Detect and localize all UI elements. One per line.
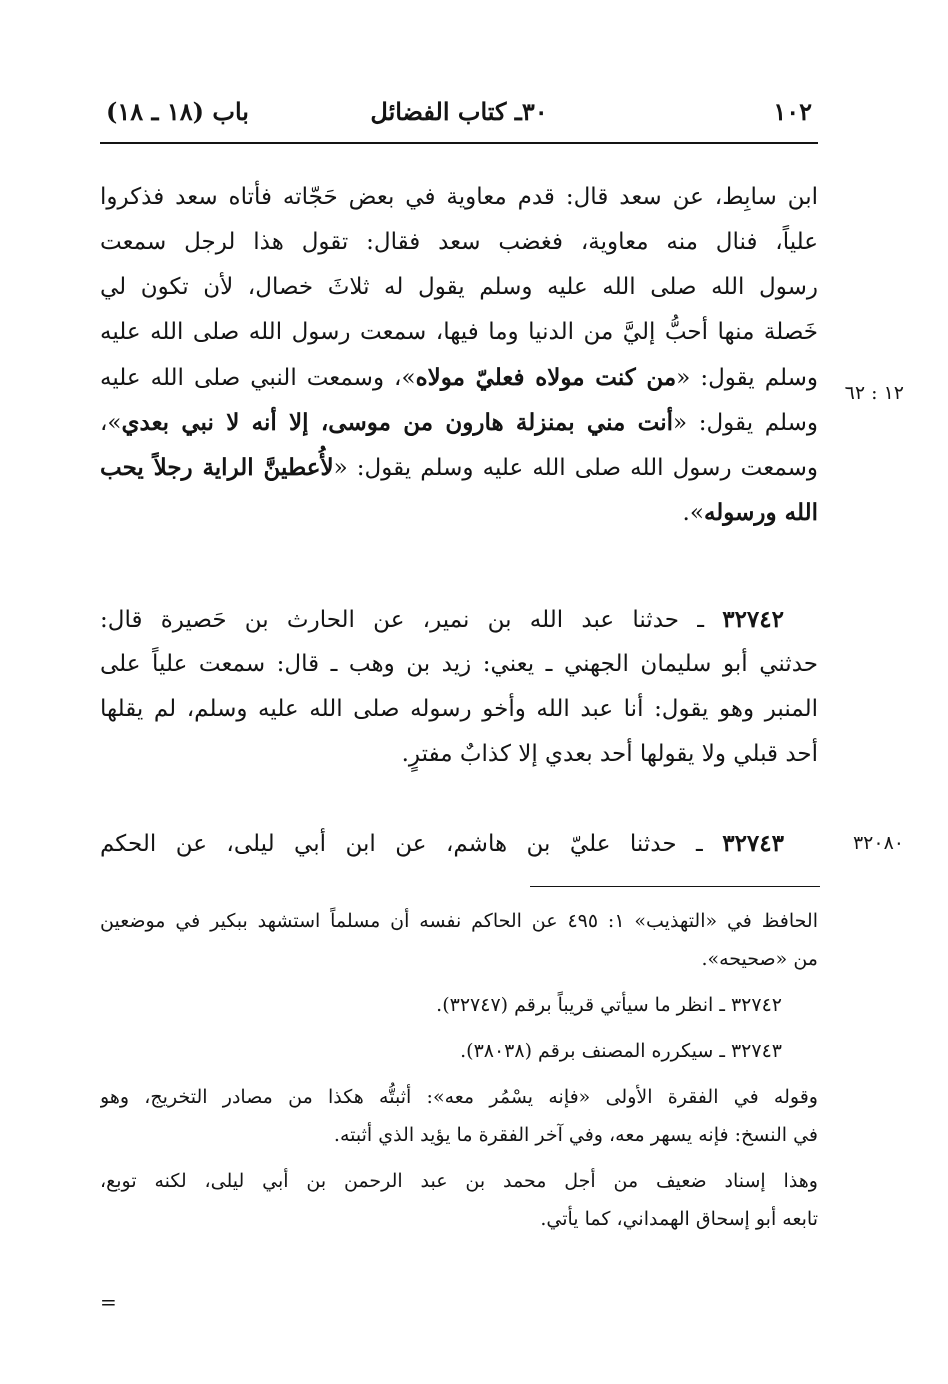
text-span: »، — [100, 410, 122, 436]
footnote-32742: ٣٢٧٤٢ ـ انظر ما سيأتي قريباً برقم (٣٢٧٤٧). — [436, 994, 782, 1016]
hadith-quote: لأُعطينَّ الراية رجلاً يحب — [100, 454, 334, 481]
page-number: ١٠٢ — [773, 97, 812, 126]
text-line — [100, 597, 818, 642]
text-span: ». — [682, 500, 704, 526]
hadith-32742 — [100, 597, 818, 777]
text-line: أحد قبلي ولا يقولها أحد بعدي إلا كذابٌ مفترٍ. — [401, 741, 818, 767]
footnote-line: تابعه أبو إسحاق الهمداني، كما يأتي. — [540, 1208, 818, 1230]
text-line — [100, 400, 818, 445]
text-span: وسمعت رسول الله صلى الله عليه وسلم يقول: « — [333, 455, 818, 481]
margin-reference-1: ١٢ : ٦٢ — [844, 382, 904, 404]
page-header — [100, 92, 818, 132]
chapter-reference: باب (١٨ ـ ١٨) — [106, 97, 249, 126]
footnote-line: وهذا إسناد ضعيف من أجل محمد بن عبد الرحمن بن أبي ليلى، لكنه توبع، — [100, 1170, 818, 1192]
text-line: خَصلة منها أحبُّ إليَّ من الدنيا وما فيها، سمعت رسول الله صلى الله عليه — [100, 319, 818, 345]
margin-reference-2: ٣٢٠٨٠ — [852, 832, 904, 854]
book-title: ٣٠ـ كتاب الفضائل — [370, 97, 548, 126]
footnote-32743: ٣٢٧٤٣ ـ سيكرره المصنف برقم (٣٨٠٣٨). — [460, 1040, 782, 1062]
continuation-mark: = — [100, 1290, 117, 1314]
text-span: وسلم يقول: « — [673, 410, 818, 436]
text-line — [100, 445, 818, 490]
text-line: ابن سابِط، عن سعد قال: قدم معاوية في بعض حَجّاته فأتاه سعد فذكروا — [100, 184, 818, 210]
hadith-number: ٣٢٧٤٢ — [722, 606, 784, 633]
text-line — [100, 821, 818, 866]
text-span: وسلم يقول: « — [676, 365, 818, 391]
paragraph-1 — [100, 175, 818, 535]
text-line: المنبر وهو يقول: أنا عبد الله وأخو رسوله صلى الله عليه وسلم، لم يقلها — [100, 696, 818, 722]
footnote-line: الحافظ في «التهذيب» ١: ٤٩٥ عن الحاكم نفسه أن مسلماً استشهد ببكير في موضعين — [100, 910, 818, 932]
text-line: علياً، فنال منه معاوية، فغضب سعد فقال: تقول هذا لرجل سمعت — [100, 229, 818, 255]
header-divider — [100, 142, 818, 144]
hadith-32743 — [100, 821, 818, 866]
hadith-quote: من كنت مولاه فعليّ مولاه — [415, 364, 677, 391]
hadith-quote: أنت مني بمنزلة هارون من موسى، إلا أنه لا نبي بعدي — [121, 409, 674, 436]
text-span: »، وسمعت النبي صلى الله عليه — [100, 365, 416, 391]
footnote-line: وقوله في الفقرة الأولى «فإنه يسْمُر معه»: أثبتُّه هكذا من مصادر التخريج، وهو — [100, 1086, 818, 1108]
footnotes — [100, 902, 818, 1238]
text-line — [100, 490, 818, 535]
footnote-line: في النسخ: فإنه يسهر معه، وفي آخر الفقرة ما يؤيد الذي أثبته. — [333, 1124, 818, 1146]
text-line: رسول الله صلى الله عليه وسلم يقول له ثلاثَ خصال، لأن تكون لي — [100, 274, 818, 300]
text-span: ـ حدثنا عليّ بن هاشم، عن ابن أبي ليلى، عن الحكم — [100, 831, 723, 857]
footnote-divider — [530, 886, 820, 887]
hadith-quote: الله ورسوله — [703, 499, 818, 526]
hadith-number: ٣٢٧٤٣ — [722, 830, 784, 857]
text-line: حدثني أبو سليمان الجهني ـ يعني: زيد بن وهب ـ قال: سمعت علياً على — [100, 651, 818, 677]
text-line — [100, 355, 818, 400]
footnote-line: من «صحيحه». — [701, 948, 818, 970]
text-span: ـ حدثنا عبد الله بن نمير، عن الحارث بن حَصيرة قال: — [100, 607, 723, 633]
